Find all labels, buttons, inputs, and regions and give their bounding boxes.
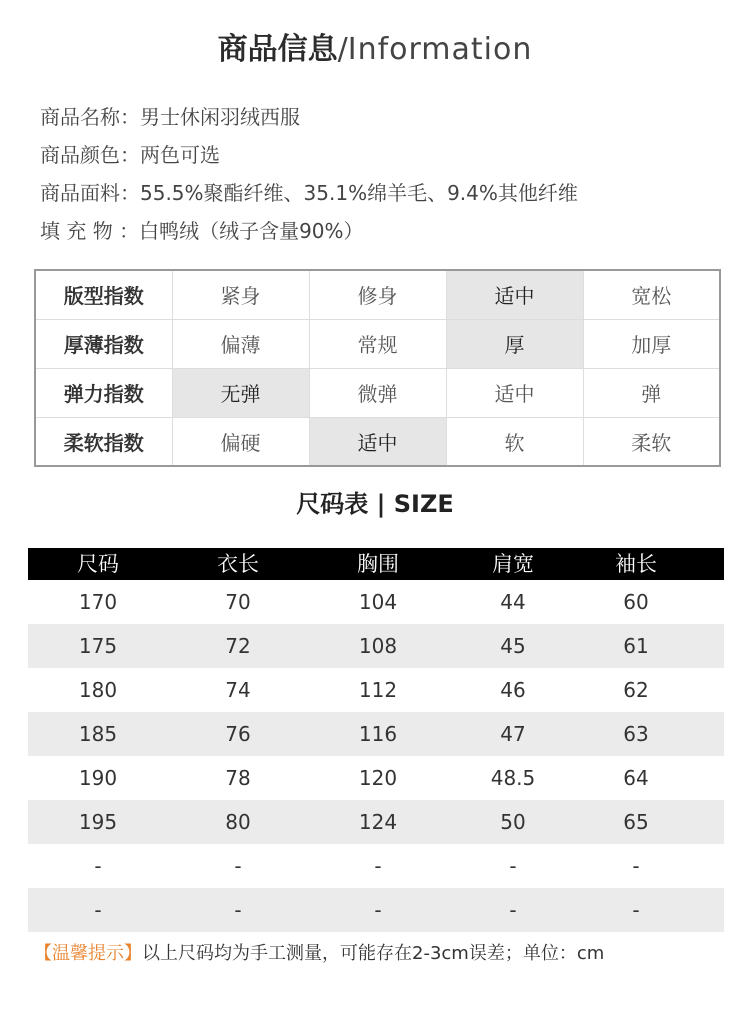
table-cell: 65: [623, 810, 649, 834]
note-text: 以上尺码均为手工测量，可能存在2-3cm误差；单位：cm: [142, 943, 605, 964]
size-chart-header: [28, 548, 724, 580]
table-cell: -: [234, 854, 242, 878]
fit-index-label: 弹力指数: [35, 368, 172, 417]
table-row: [28, 844, 724, 888]
fit-option: 偏硬: [172, 417, 309, 466]
table-cell: 44: [500, 590, 526, 614]
table-cell: 72: [225, 634, 251, 658]
table-cell: 175: [78, 634, 118, 658]
table-cell: 104: [358, 590, 398, 614]
table-cell: -: [632, 854, 640, 878]
table-row: [28, 668, 724, 712]
table-cell: -: [94, 854, 102, 878]
header-sleeve: 袖长: [615, 552, 657, 576]
fit-option: 适中: [446, 368, 583, 417]
table-cell: 180: [78, 678, 118, 702]
fit-index-row: [35, 368, 720, 417]
table-cell: -: [509, 898, 517, 922]
header-shoulder: 肩宽: [492, 552, 534, 576]
fit-option: 弹: [583, 368, 720, 417]
header-size: 尺码: [77, 552, 119, 576]
table-cell: 108: [358, 634, 398, 658]
table-cell: 62: [623, 678, 649, 702]
table-cell: 170: [78, 590, 118, 614]
fit-index-row: [35, 417, 720, 466]
product-color: 商品颜色：两色可选: [40, 143, 220, 167]
fit-option-selected: 适中: [446, 270, 583, 319]
fit-index-label: 柔软指数: [35, 417, 172, 466]
table-row: [28, 624, 724, 668]
fit-option: 柔软: [583, 417, 720, 466]
table-cell: 45: [500, 634, 526, 658]
fit-index-label: 厚薄指数: [35, 319, 172, 368]
header-length: 衣长: [217, 552, 259, 576]
table-cell: 120: [358, 766, 398, 790]
table-row: [28, 712, 724, 756]
table-row: [28, 800, 724, 844]
table-cell: -: [374, 854, 382, 878]
product-filling: 填 充 物 ：白鸭绒（绒子含量90%）: [40, 219, 364, 243]
table-cell: 80: [225, 810, 251, 834]
fit-option: 修身: [309, 270, 446, 319]
table-cell: 78: [225, 766, 251, 790]
fit-option: 紧身: [172, 270, 309, 319]
table-cell: 195: [78, 810, 118, 834]
table-cell: 76: [225, 722, 251, 746]
title-separator: /: [337, 32, 348, 67]
title-chinese: 商品信息: [217, 32, 338, 67]
fit-option: 宽松: [583, 270, 720, 319]
table-cell: 124: [358, 810, 398, 834]
table-cell: 74: [225, 678, 251, 702]
title-english: Information: [347, 32, 533, 67]
table-cell: 190: [78, 766, 118, 790]
table-cell: 47: [500, 722, 526, 746]
fit-index-label: 版型指数: [35, 270, 172, 319]
table-cell: -: [509, 854, 517, 878]
table-cell: -: [94, 898, 102, 922]
fit-option: 偏薄: [172, 319, 309, 368]
fit-option-selected: 适中: [309, 417, 446, 466]
product-info-list: [40, 98, 720, 250]
measurement-note: [34, 940, 714, 968]
table-cell: 63: [623, 722, 649, 746]
table-cell: 50: [500, 810, 526, 834]
table-cell: 70: [225, 590, 251, 614]
table-row: [28, 756, 724, 800]
fit-option: 软: [446, 417, 583, 466]
fit-index-row: [35, 319, 720, 368]
table-cell: 46: [500, 678, 526, 702]
table-cell: 116: [358, 722, 398, 746]
fit-option: 加厚: [583, 319, 720, 368]
product-name: 商品名称：男士休闲羽绒西服: [40, 105, 300, 129]
fit-index-table: [34, 269, 721, 467]
table-cell: 60: [623, 590, 649, 614]
note-tag: 【温馨提示】: [34, 943, 142, 964]
product-fabric: 商品面料：55.5%聚酯纤维、35.1%绵羊毛、9.4%其他纤维: [40, 181, 578, 205]
table-cell: 112: [358, 678, 398, 702]
table-cell: 61: [623, 634, 649, 658]
size-chart-table: [28, 548, 724, 932]
fit-option-selected: 无弹: [172, 368, 309, 417]
fit-index-row: [35, 270, 720, 319]
fit-option-selected: 厚: [446, 319, 583, 368]
fit-option: 常规: [309, 319, 446, 368]
table-cell: -: [632, 898, 640, 922]
table-cell: 48.5: [490, 766, 536, 790]
table-row: [28, 580, 724, 624]
fit-option: 微弹: [309, 368, 446, 417]
table-cell: 64: [623, 766, 649, 790]
table-cell: 185: [78, 722, 118, 746]
table-cell: -: [374, 898, 382, 922]
table-row: [28, 888, 724, 932]
size-chart-title: 尺码表 | SIZE: [296, 490, 454, 518]
section-title-information: [0, 28, 750, 72]
header-chest: 胸围: [357, 552, 399, 576]
table-cell: -: [234, 898, 242, 922]
